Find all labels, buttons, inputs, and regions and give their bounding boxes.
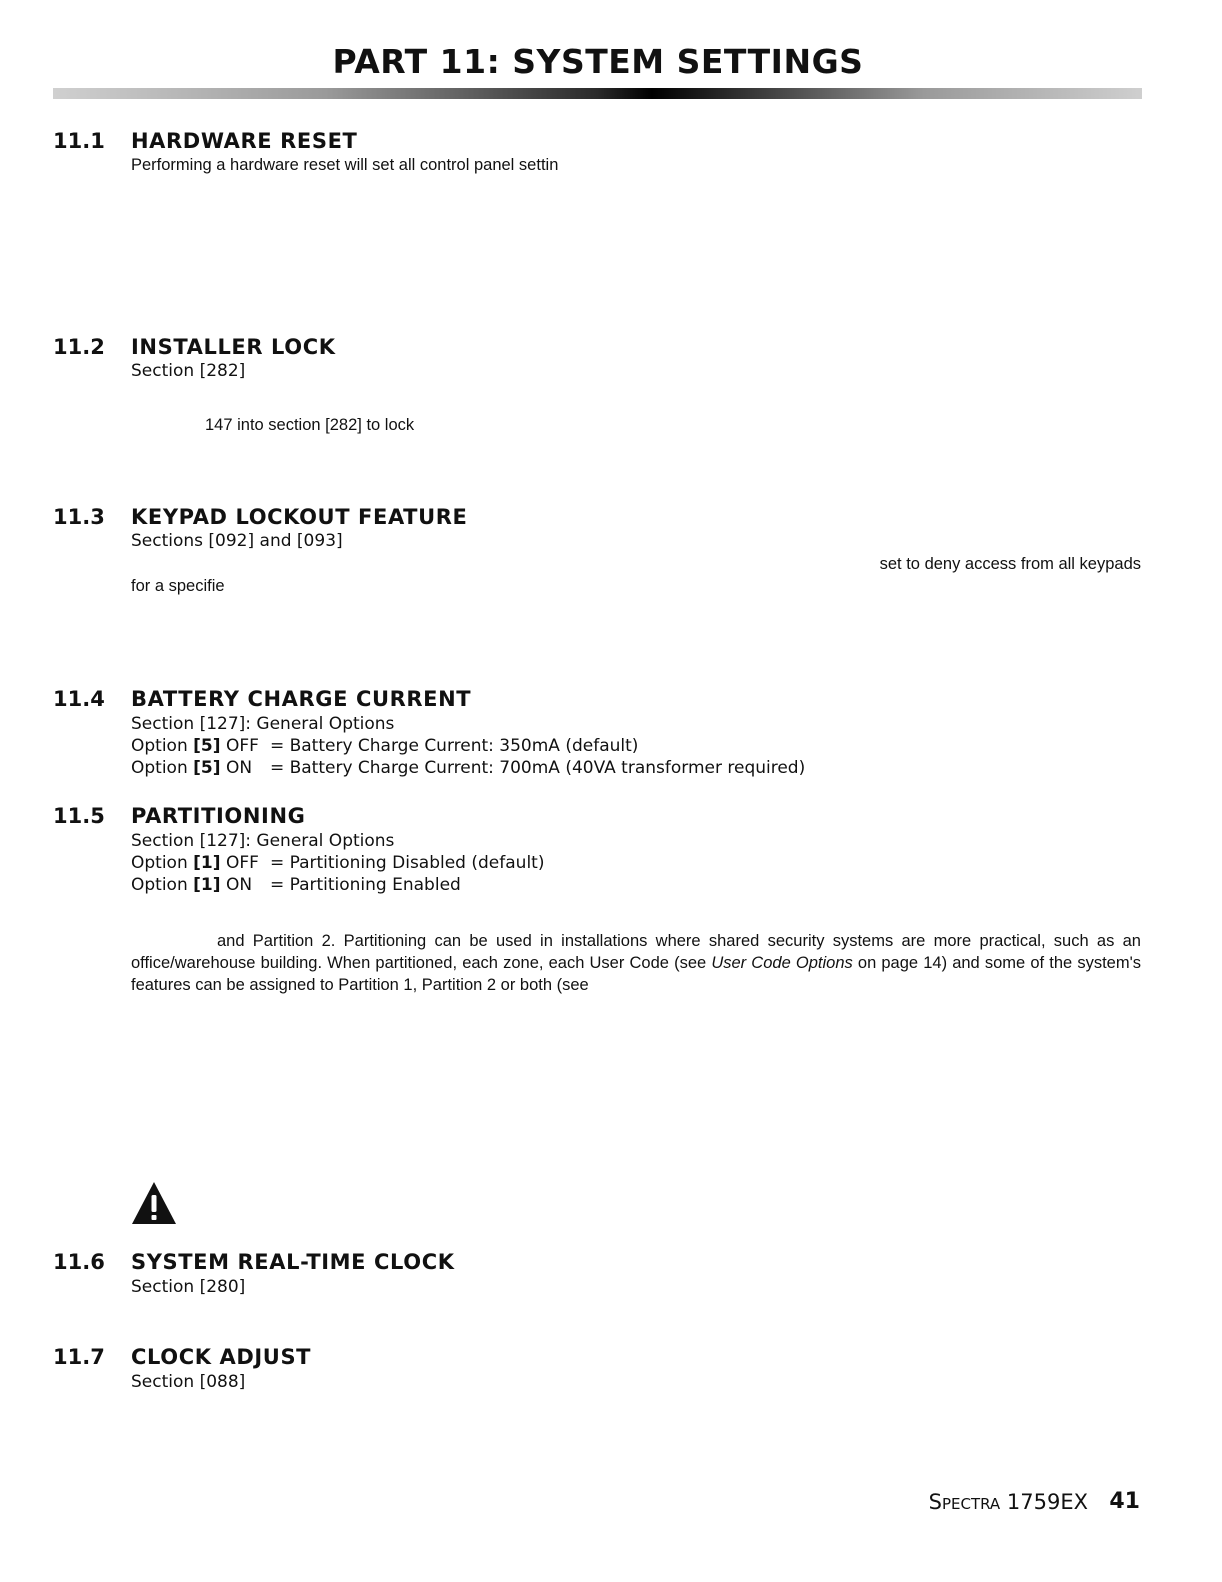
section-title: KEYPAD LOCKOUT FEATURE	[131, 505, 468, 529]
page-number: 41	[1109, 1489, 1140, 1514]
section-body-fragment: set to deny access from all keypads	[879, 555, 1141, 573]
footer-product-name: Spectra 1759EX	[928, 1490, 1088, 1514]
section-number: 11.3	[53, 505, 105, 529]
warning-icon	[131, 1180, 177, 1226]
title-rule	[53, 88, 1142, 99]
section-title: INSTALLER LOCK	[131, 335, 336, 359]
section-body: 147 into section [282] to lock	[205, 416, 415, 434]
section-title: HARDWARE RESET	[131, 129, 358, 153]
section-body-fragment: for a specifie	[131, 577, 225, 595]
section-number: 11.1	[53, 129, 105, 153]
section-number: 11.2	[53, 335, 105, 359]
section-number: 11.5	[53, 804, 105, 828]
section-reference: Sections [092] and [093]	[131, 531, 343, 551]
section-reference: Section [127]: General Options	[131, 714, 395, 734]
section-reference: Section [127]: General Options	[131, 831, 395, 851]
option-line: Option [1] ON = Partitioning Enabled	[131, 875, 461, 895]
section-number: 11.6	[53, 1250, 105, 1274]
option-line: Option [5] OFF = Battery Charge Current: 350mA (default)	[131, 736, 639, 756]
section-title: SYSTEM REAL-TIME CLOCK	[131, 1250, 455, 1274]
page-title: PART 11: SYSTEM SETTINGS	[332, 42, 864, 81]
section-number: 11.4	[53, 687, 105, 711]
section-title: CLOCK ADJUST	[131, 1345, 312, 1369]
section-paragraph: and Partition 2. Partitioning can be used in installations where shared security systems are more practical, such as an office/warehouse building. When partitioned, each zone, each User Code (see User Code Options on page 14) and some of the system's features can be assigned to Partition 1, Partition 2 or both (see	[131, 932, 1141, 994]
section-number: 11.7	[53, 1345, 105, 1369]
section-title: PARTITIONING	[131, 804, 306, 828]
option-line: Option [5] ON = Battery Charge Current: 700mA (40VA transformer required)	[131, 758, 806, 778]
section-title: BATTERY CHARGE CURRENT	[131, 687, 472, 711]
section-reference: Section [282]	[131, 361, 246, 381]
option-line: Option [1] OFF = Partitioning Disabled (default)	[131, 853, 545, 873]
section-body: Performing a hardware reset will set all control panel settin	[131, 156, 559, 174]
section-reference: Section [280]	[131, 1277, 246, 1297]
section-reference: Section [088]	[131, 1372, 246, 1392]
